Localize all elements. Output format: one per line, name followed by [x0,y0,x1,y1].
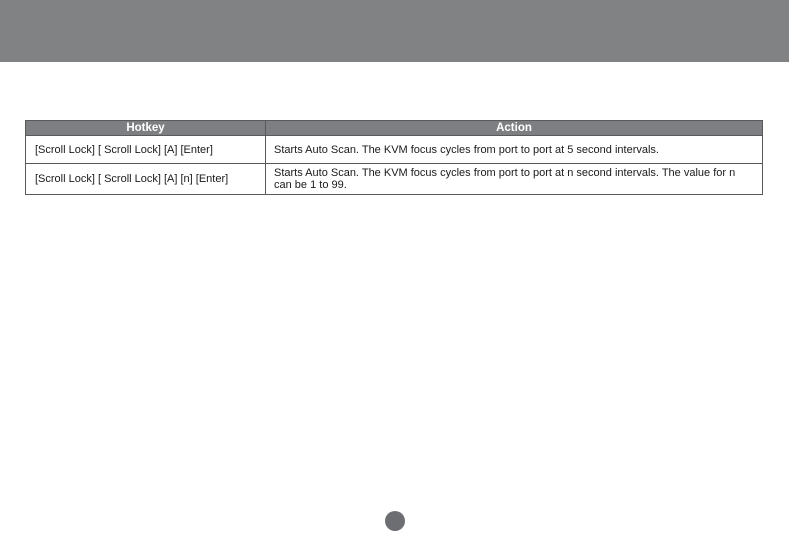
header-band [0,0,789,62]
table-row [26,136,763,164]
hotkey-table [25,120,763,195]
action-cell: Starts Auto Scan. The KVM focus cycles from port to port at 5 second intervals. [266,136,763,164]
hotkey-cell: [Scroll Lock] [ Scroll Lock] [A] [n] [Enter] [26,164,266,195]
column-header-hotkey: Hotkey [26,121,266,136]
action-cell: Starts Auto Scan. The KVM focus cycles from port to port at n second intervals. The value for n can be 1 to 99. [266,164,763,195]
table-header-row [26,121,763,136]
column-header-action: Action [266,121,763,136]
page-number-marker [385,511,405,531]
hotkey-cell: [Scroll Lock] [ Scroll Lock] [A] [Enter] [26,136,266,164]
table-row [26,164,763,195]
